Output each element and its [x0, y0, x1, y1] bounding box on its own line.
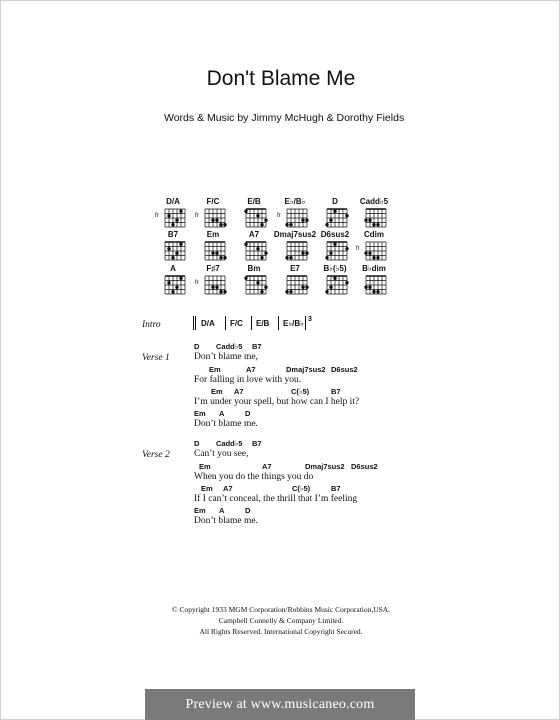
chord-symbol: Em	[201, 484, 213, 493]
svg-text:fr: fr	[155, 213, 159, 219]
song-credits: Words & Music by Jimmy McHugh & Dorothy Fields	[164, 112, 405, 124]
verse2-lyric-1: Can’t you see,	[194, 449, 249, 459]
fretboard-grid	[352, 274, 396, 298]
chord-diagram-name: B♭(♭5)	[323, 264, 347, 273]
fretboard-grid	[232, 240, 276, 264]
preview-link[interactable]: Preview at www.musicaneo.com	[185, 697, 375, 712]
repeat-start-barline	[193, 316, 194, 330]
chord-symbol: C(♭5)	[292, 484, 311, 493]
verse1-chord-line-3	[194, 387, 454, 397]
fretboard-grid	[313, 240, 357, 264]
barline	[278, 316, 279, 330]
chord-diagram-name: Dmaj7sus2	[273, 230, 317, 239]
copyright-line-3: All Rights Reserved. International Copyright Secured.	[199, 627, 363, 636]
chord-diagram-name: A7	[248, 230, 260, 239]
fretboard-grid	[352, 240, 396, 264]
chord-symbol: D6sus2	[331, 365, 358, 374]
chord-symbol: D	[245, 506, 251, 515]
chord-symbol: A7	[223, 484, 233, 493]
chord-diagram-name: Bm	[247, 264, 261, 273]
intro-chord: E♭/B♭	[283, 319, 304, 328]
chord-diagram-name: B7	[167, 230, 179, 239]
verse2-lyric-4: Don’t blame me.	[194, 516, 258, 526]
svg-text:fr: fr	[195, 213, 199, 219]
chord-diagram-name: Cadd♭5	[359, 197, 389, 206]
verse2-label: Verse 2	[142, 450, 170, 460]
chord-diagram-name: D/A	[166, 197, 180, 206]
fretboard-grid	[273, 207, 317, 231]
copyright-line-1: © Copyright 1933 MGM Corporation/Robbins Music Corporation,USA.	[171, 605, 391, 614]
song-title: Don't Blame Me	[206, 67, 356, 90]
verse2-chord-line-3	[194, 484, 454, 494]
chord-symbol: D	[194, 342, 200, 351]
fretboard-grid	[151, 274, 195, 298]
chord-diagram-name: B♭dim	[362, 264, 386, 273]
fretboard-grid	[191, 240, 235, 264]
intro-chord: D/A	[201, 319, 215, 328]
verse1-lyric-1: Don’t blame me,	[194, 352, 258, 362]
verse1-chord-line-4	[194, 409, 454, 419]
chord-symbol: Em	[211, 387, 223, 396]
verse2-chord-line-1	[194, 439, 454, 449]
fretboard-grid	[352, 207, 396, 231]
verse2-chord-line-2	[194, 462, 454, 472]
chord-diagram-name: E7	[290, 264, 300, 273]
verse1-chord-line-2	[194, 365, 454, 375]
chord-symbol: D	[194, 439, 200, 448]
chord-symbol: D6sus2	[351, 462, 378, 471]
svg-text:fr: fr	[356, 246, 360, 252]
fretboard-grid	[191, 207, 235, 231]
chord-symbol: Em	[209, 365, 221, 374]
chord-diagram-name: D	[332, 197, 338, 206]
chord-diagram-name: Cdim	[364, 230, 384, 239]
chord-diagram	[352, 264, 412, 308]
chord-symbol: B7	[252, 439, 262, 448]
repeat-start-barline-thin	[195, 316, 196, 330]
intro-chord: E/B	[256, 319, 270, 328]
fretboard-grid	[313, 274, 357, 298]
repeat-end-barline	[305, 316, 306, 330]
verse1-label: Verse 1	[142, 353, 170, 363]
verse1-lyric-3: I’m under your spell, but how can I help it?	[194, 397, 360, 407]
fretboard-grid	[232, 207, 276, 231]
chord-diagram-name: Em	[206, 230, 220, 239]
chord-symbol: B7	[331, 387, 341, 396]
repeat-count: 3	[308, 316, 312, 323]
intro-chord: F/C	[230, 319, 243, 328]
svg-text:fr: fr	[277, 213, 281, 219]
fretboard-grid	[273, 274, 317, 298]
verse1-lyric-4: Don’t blame me.	[194, 419, 258, 429]
chord-diagram-name: D6sus2	[320, 230, 350, 239]
chord-symbol: Cadd♭5	[216, 342, 243, 351]
chord-symbol: Em	[199, 462, 211, 471]
chord-symbol: Em	[194, 506, 206, 515]
fretboard-grid	[313, 207, 357, 231]
chord-symbol: Em	[194, 409, 206, 418]
verse2-chord-line-4	[194, 506, 454, 516]
verse1-chord-line-1	[194, 342, 454, 352]
verse1-lyric-2: For falling in love with you.	[194, 375, 302, 385]
svg-text:fr: fr	[195, 280, 199, 286]
chord-diagram-name: E♭/B♭	[284, 197, 306, 206]
chord-symbol: B7	[331, 484, 341, 493]
intro-chord-bar	[193, 315, 333, 331]
fretboard-grid	[151, 207, 195, 231]
fretboard-grid	[273, 240, 317, 264]
copyright-line-2: Campbell Connelly & Company Limited.	[218, 616, 344, 625]
chord-symbol: Dmaj7sus2	[305, 462, 345, 471]
chord-symbol: A	[219, 506, 225, 515]
chord-symbol: A7	[262, 462, 272, 471]
chord-symbol: A7	[234, 387, 244, 396]
fretboard-grid	[151, 240, 195, 264]
barline	[225, 316, 226, 330]
chord-symbol: Dmaj7sus2	[286, 365, 326, 374]
barline	[251, 316, 252, 330]
preview-banner[interactable]	[145, 689, 415, 720]
fretboard-grid	[232, 274, 276, 298]
chord-diagram-name: F/C	[206, 197, 220, 206]
chord-symbol: A	[219, 409, 225, 418]
chord-symbol: C(♭5)	[291, 387, 310, 396]
chord-diagram-name: E/B	[247, 197, 261, 206]
intro-label: Intro	[142, 320, 161, 330]
chord-symbol: A7	[246, 365, 256, 374]
chord-diagram-name: F♯7	[206, 264, 220, 273]
chord-symbol: B7	[252, 342, 262, 351]
chord-symbol: Cadd♭5	[216, 439, 243, 448]
chord-diagram-name: A	[170, 264, 176, 273]
verse2-lyric-2: When you do the things you do	[194, 472, 314, 482]
fretboard-grid	[191, 274, 235, 298]
verse2-lyric-3: If I can’t conceal, the thrill that I’m feeling	[194, 494, 358, 504]
chord-symbol: D	[245, 409, 251, 418]
